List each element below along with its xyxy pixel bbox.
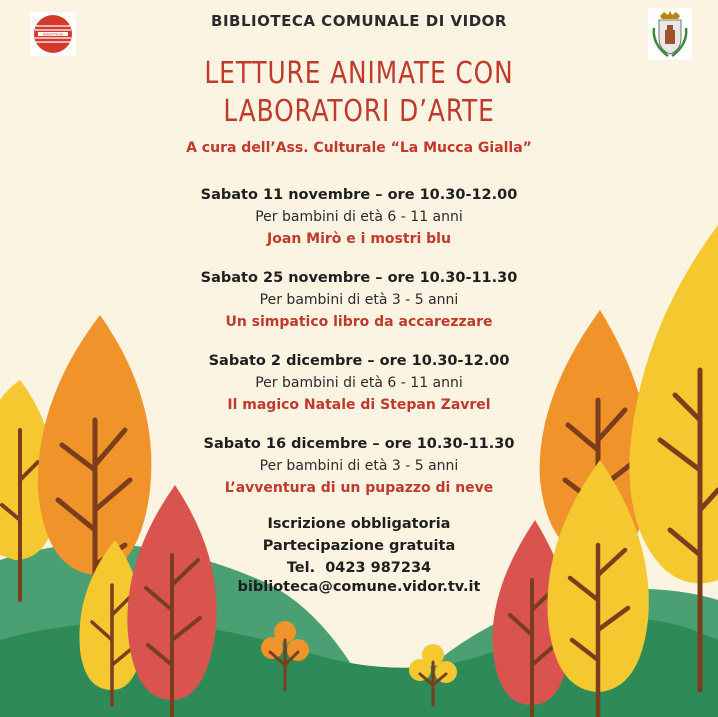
event-age: Per bambini di età 3 - 5 anni xyxy=(259,458,459,474)
email-address: biblioteca@comune.vidor.tv.it xyxy=(237,579,481,595)
logo-left-text: BIBLIOTECA xyxy=(43,32,63,37)
event-date: Sabato 11 novembre – ore 10.30-12.00 xyxy=(200,187,518,203)
title-line-2: LABORATORI D’ARTE xyxy=(223,94,495,129)
event-book: Joan Mirò e i mostri blu xyxy=(267,231,451,247)
event-age: Per bambini di età 3 - 5 anni xyxy=(259,292,459,308)
phone-number: Tel. 0423 987234 xyxy=(286,560,432,576)
subtitle: A cura dell’Ass. Culturale “La Mucca Gialla” xyxy=(186,140,532,156)
event-date: Sabato 16 dicembre – ore 10.30-11.30 xyxy=(203,436,515,452)
event-age: Per bambini di età 6 - 11 anni xyxy=(255,375,463,391)
event-date: Sabato 2 dicembre – ore 10.30-12.00 xyxy=(208,353,510,369)
registration-note: Iscrizione obbligatoria xyxy=(267,516,451,532)
library-name: BIBLIOTECA COMUNALE DI VIDOR xyxy=(211,12,507,30)
event-age: Per bambini di età 6 - 11 anni xyxy=(255,209,463,225)
event-date: Sabato 25 novembre – ore 10.30-11.30 xyxy=(200,270,518,286)
title-line-1: LETTURE ANIMATE CON xyxy=(204,56,514,91)
participation-note: Partecipazione gratuita xyxy=(262,538,456,554)
event-book: L’avventura di un pupazzo di neve xyxy=(224,480,494,496)
event-book: Il magico Natale di Stepan Zavrel xyxy=(227,397,491,413)
event-book: Un simpatico libro da accarezzare xyxy=(225,314,493,330)
